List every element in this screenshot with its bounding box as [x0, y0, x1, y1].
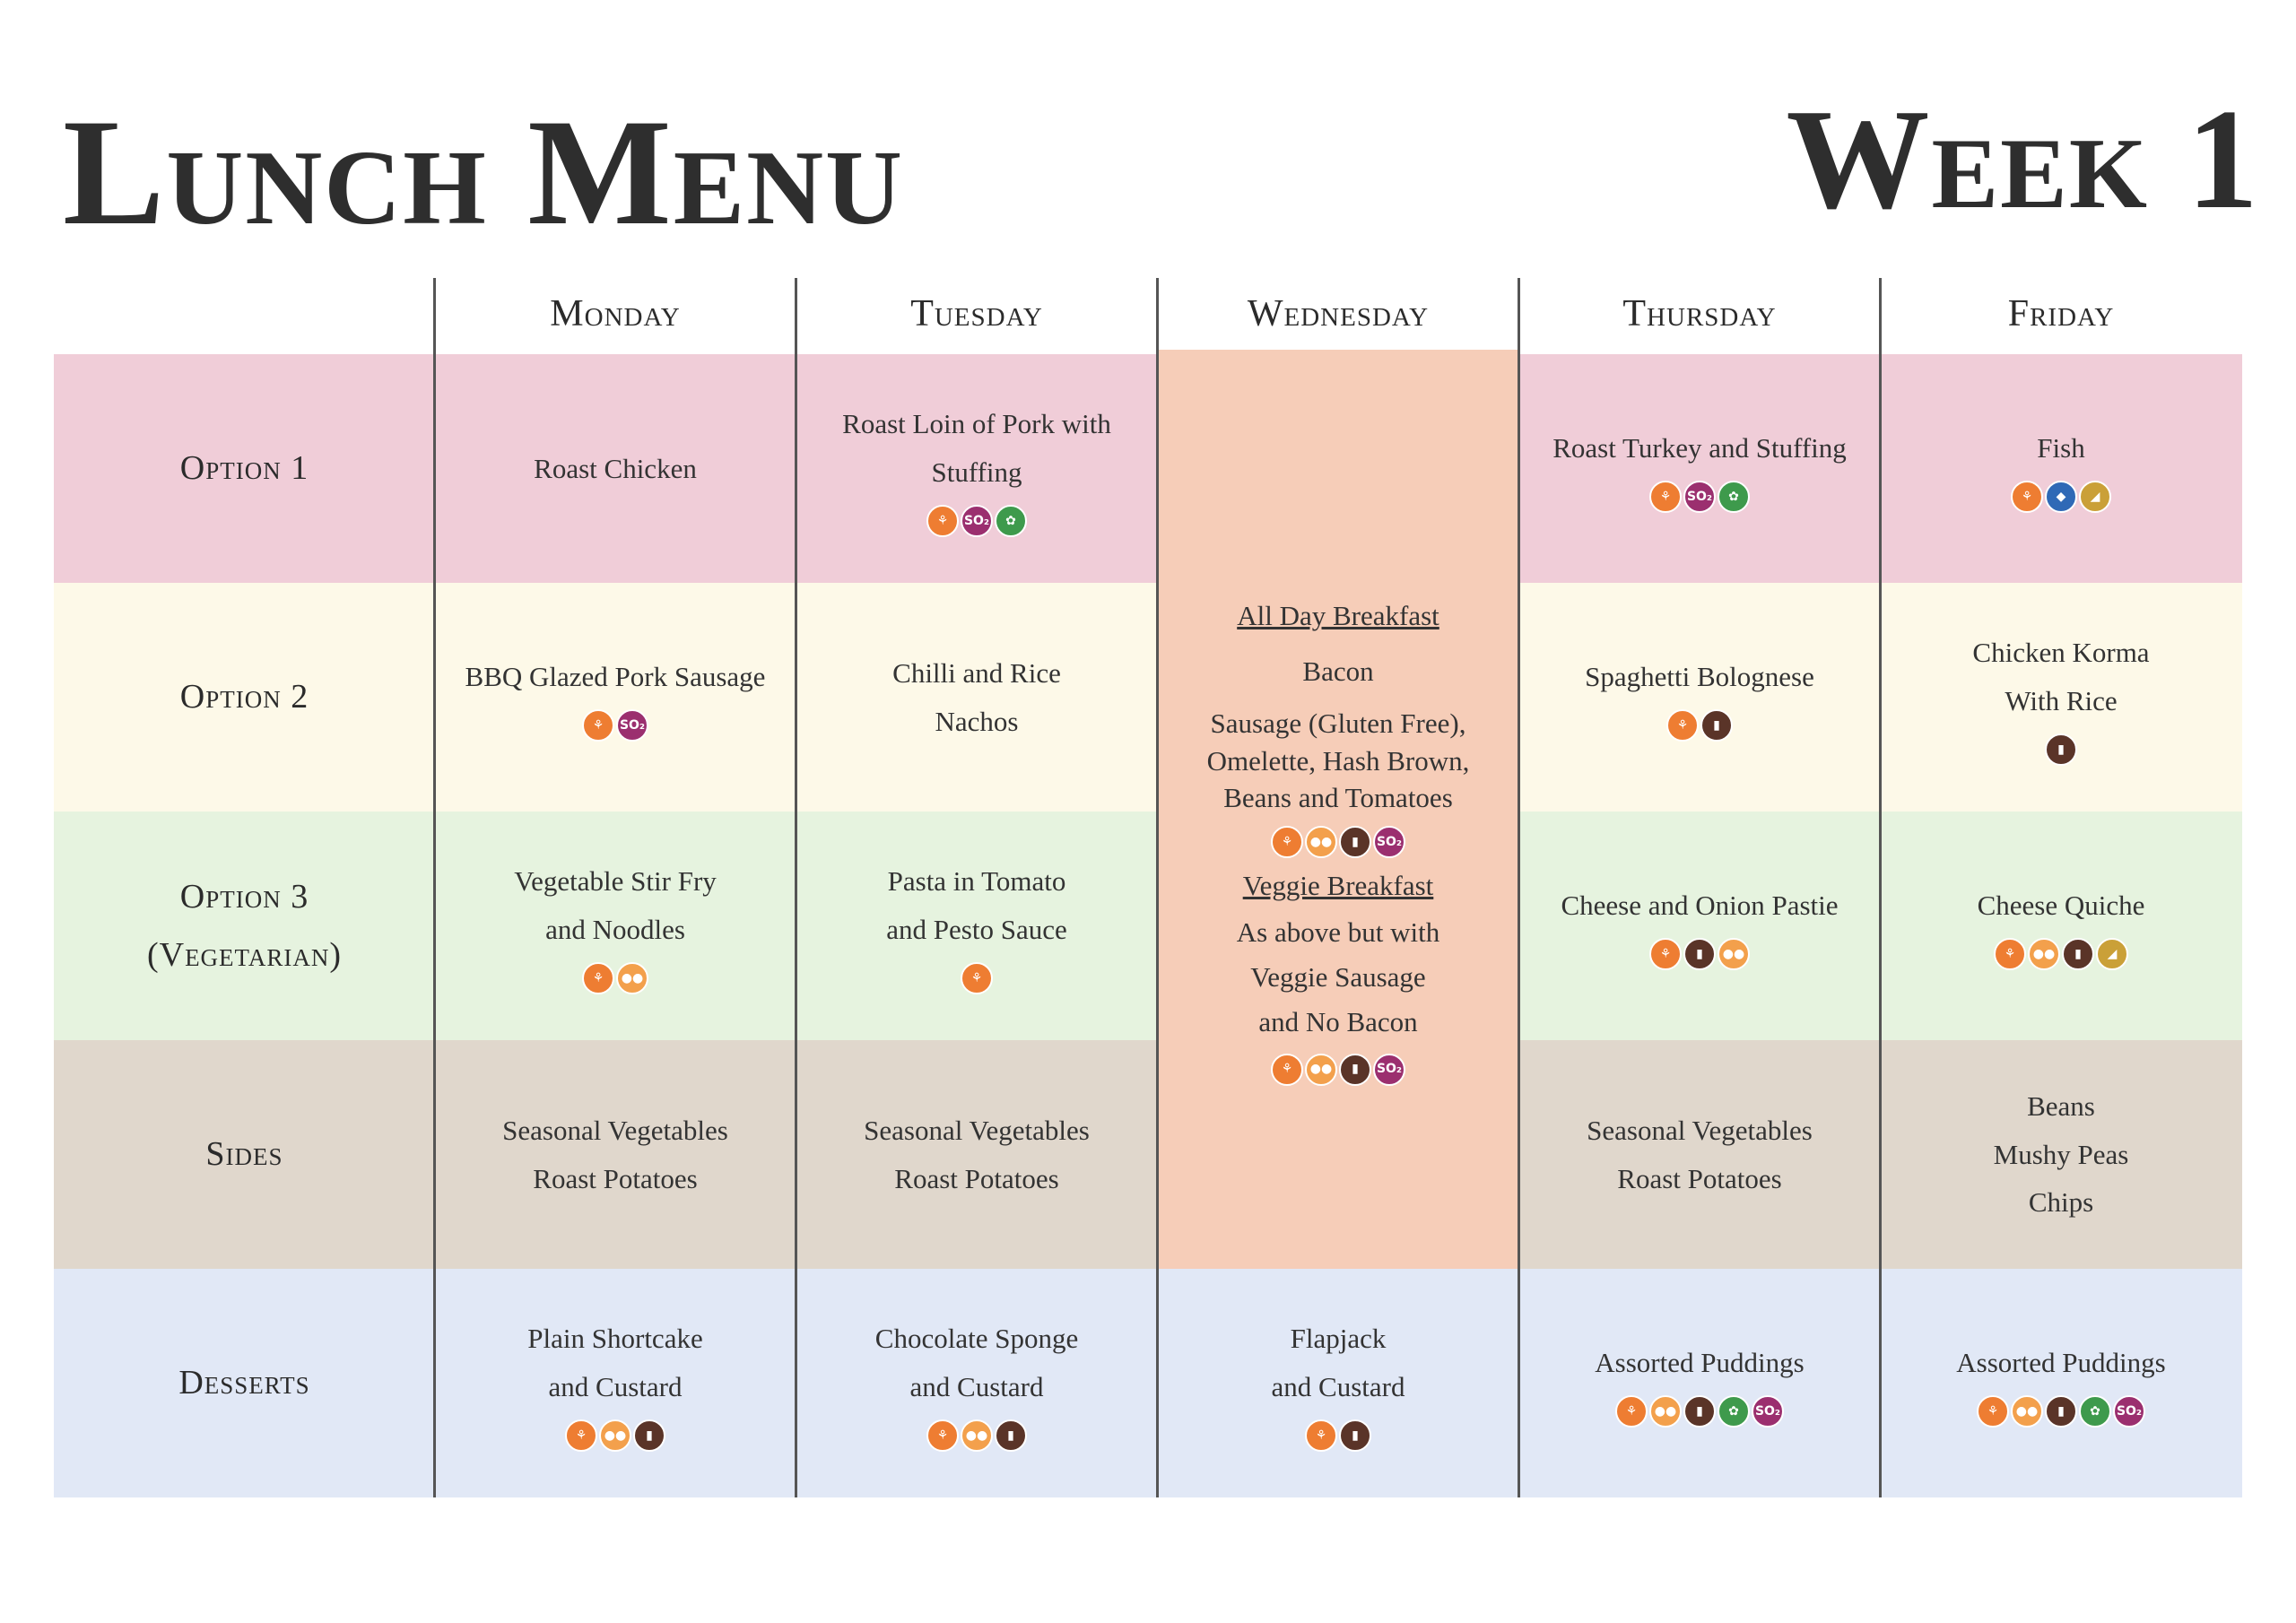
allergen-icons — [1305, 1419, 1371, 1452]
gluten-allergen-icon: ⚘ — [582, 709, 614, 742]
allergen-icons — [1615, 1395, 1784, 1428]
menu-cell — [1881, 1040, 2241, 1269]
egg-allergen-icon: ●● — [1305, 1054, 1337, 1086]
dish-text: Fish — [2037, 431, 2085, 464]
allergen-icons — [1977, 1395, 2145, 1428]
dish-text: Seasonal Vegetables — [1587, 1114, 1813, 1146]
gluten-allergen-icon: ⚘ — [1649, 938, 1682, 970]
menu-cell — [435, 583, 796, 812]
wednesday-breakfast-cell — [1158, 583, 1518, 1077]
menu-cell — [435, 1040, 796, 1269]
gluten-allergen-icon: ⚘ — [1994, 938, 2026, 970]
menu-cell — [1519, 1040, 1880, 1269]
menu-cell — [796, 354, 1157, 583]
menu-cell — [796, 1040, 1157, 1269]
menu-cell — [796, 583, 1157, 812]
row-header — [54, 354, 435, 583]
sulphites-allergen-icon: SO₂ — [1752, 1395, 1784, 1428]
dish-text: Flapjack — [1290, 1322, 1387, 1354]
mustard-allergen-icon: ◢ — [2096, 938, 2128, 970]
dish-text: Omelette, Hash Brown, — [1206, 744, 1470, 777]
veggie-breakfast-heading: Veggie Breakfast — [1242, 870, 1434, 902]
mustard-allergen-icon: ◢ — [2079, 481, 2111, 513]
dish-text: BBQ Glazed Pork Sausage — [465, 660, 766, 692]
sulphites-allergen-icon: SO₂ — [1373, 1054, 1405, 1086]
menu-cell — [435, 354, 796, 583]
menu-cell — [796, 1269, 1157, 1497]
week-label: Week 1 — [1786, 79, 2260, 239]
dish-text: Cheese and Onion Pastie — [1561, 889, 1839, 921]
gluten-allergen-icon: ⚘ — [1666, 709, 1699, 742]
gluten-allergen-icon: ⚘ — [926, 505, 959, 537]
sulphites-allergen-icon: SO₂ — [616, 709, 648, 742]
row-header-label: Desserts — [178, 1364, 310, 1402]
menu-cell — [1881, 354, 2241, 583]
egg-allergen-icon: ●● — [599, 1419, 631, 1452]
dish-text: Stuffing — [931, 456, 1022, 488]
dish-text: Chicken Korma — [1972, 636, 2150, 668]
gluten-allergen-icon: ⚘ — [926, 1419, 959, 1452]
milk-allergen-icon: ▮ — [1339, 826, 1371, 858]
milk-allergen-icon: ▮ — [2045, 1395, 2077, 1428]
milk-allergen-icon: ▮ — [2045, 733, 2077, 766]
celery-allergen-icon: ✿ — [2079, 1395, 2111, 1428]
row-header — [54, 812, 435, 1040]
day-header-tuesday: Tuesday — [910, 293, 1043, 334]
egg-allergen-icon: ●● — [616, 962, 648, 994]
row-header-label: Option 1 — [179, 449, 309, 488]
egg-allergen-icon: ●● — [2011, 1395, 2043, 1428]
gluten-allergen-icon: ⚘ — [582, 962, 614, 994]
row-header — [54, 1040, 435, 1269]
breakfast-heading: All Day Breakfast — [1237, 600, 1439, 631]
dish-text: Roast Chicken — [534, 452, 697, 484]
sulphites-allergen-icon: SO₂ — [1683, 481, 1716, 513]
dish-text: and Custard — [548, 1370, 683, 1402]
dish-text: Roast Potatoes — [894, 1162, 1059, 1194]
menu-cell — [435, 812, 796, 1040]
sulphites-allergen-icon: SO₂ — [2113, 1395, 2145, 1428]
gluten-allergen-icon: ⚘ — [1615, 1395, 1648, 1428]
day-header-thursday: Thursday — [1622, 293, 1777, 334]
menu-cell — [1519, 583, 1880, 812]
milk-allergen-icon: ▮ — [633, 1419, 665, 1452]
row-header — [54, 583, 435, 812]
gluten-allergen-icon: ⚘ — [1271, 826, 1303, 858]
row-header-label: Option 3 — [179, 877, 309, 916]
menu-grid — [54, 278, 2242, 1497]
dish-text: With Rice — [2005, 684, 2118, 716]
dish-text: Mushy Peas — [1993, 1138, 2129, 1170]
celery-allergen-icon: ✿ — [995, 505, 1027, 537]
dish-text: Roast Potatoes — [1617, 1162, 1782, 1194]
dish-text: Pasta in Tomato — [887, 864, 1066, 897]
dish-text: As above but with — [1236, 916, 1440, 949]
dish-text: Beans — [2027, 1089, 2095, 1122]
row-header — [54, 1269, 435, 1497]
milk-allergen-icon: ▮ — [1339, 1419, 1371, 1452]
dish-text: Cheese Quiche — [1977, 889, 2145, 921]
row-header-label: Sides — [205, 1135, 283, 1174]
dish-text: Veggie Sausage — [1250, 960, 1426, 993]
allergen-icons — [926, 505, 1027, 537]
milk-allergen-icon: ▮ — [1683, 1395, 1716, 1428]
allergen-icons — [1649, 938, 1750, 970]
egg-allergen-icon: ●● — [961, 1419, 993, 1452]
dish-text: Sausage (Gluten Free), — [1210, 707, 1466, 739]
menu-cell — [435, 1269, 796, 1497]
allergen-icons — [1666, 709, 1733, 742]
allergen-icons — [2045, 733, 2077, 766]
gluten-allergen-icon: ⚘ — [1305, 1419, 1337, 1452]
row-header-label: Option 2 — [179, 678, 309, 716]
dish-text: Plain Shortcake — [527, 1322, 703, 1354]
gluten-allergen-icon: ⚘ — [1977, 1395, 2009, 1428]
gluten-allergen-icon: ⚘ — [961, 962, 993, 994]
dish-text: Seasonal Vegetables — [864, 1114, 1090, 1146]
celery-allergen-icon: ✿ — [1718, 481, 1750, 513]
milk-allergen-icon: ▮ — [1339, 1054, 1371, 1086]
allergen-icons — [1271, 826, 1405, 858]
dish-text: Seasonal Vegetables — [502, 1114, 728, 1146]
dish-text: Chilli and Rice — [892, 656, 1061, 689]
allergen-icons — [1271, 1054, 1405, 1086]
sulphites-allergen-icon: SO₂ — [961, 505, 993, 537]
dish-text: Roast Loin of Pork with — [842, 407, 1111, 439]
gluten-allergen-icon: ⚘ — [2011, 481, 2043, 513]
day-header-wednesday: Wednesday — [1247, 293, 1430, 334]
egg-allergen-icon: ●● — [1718, 938, 1750, 970]
milk-allergen-icon: ▮ — [1700, 709, 1733, 742]
allergen-icons — [2011, 481, 2111, 513]
menu-cell — [1519, 1269, 1880, 1497]
dish-text: and Pesto Sauce — [886, 913, 1067, 945]
fish-allergen-icon: ◆ — [2045, 481, 2077, 513]
row-header-label: (Vegetarian) — [146, 935, 343, 974]
dish-text: and No Bacon — [1258, 1005, 1418, 1037]
allergen-icons — [926, 1419, 1027, 1452]
dish-text: and Custard — [909, 1370, 1044, 1402]
egg-allergen-icon: ●● — [1649, 1395, 1682, 1428]
gluten-allergen-icon: ⚘ — [1271, 1054, 1303, 1086]
gluten-allergen-icon: ⚘ — [565, 1419, 597, 1452]
egg-allergen-icon: ●● — [2028, 938, 2060, 970]
menu-cell — [796, 812, 1157, 1040]
dish-text: Spaghetti Bolognese — [1585, 660, 1814, 692]
dish-text: Vegetable Stir Fry — [514, 864, 717, 897]
menu-cell — [1881, 812, 2241, 1040]
dish-text: Roast Potatoes — [533, 1162, 698, 1194]
dish-text: Chips — [2028, 1186, 2094, 1219]
dish-text: and Custard — [1271, 1370, 1405, 1402]
menu-title: Lunch Menu — [63, 88, 904, 256]
dish-text: Assorted Puddings — [1956, 1346, 2166, 1378]
allergen-icons — [1994, 938, 2128, 970]
milk-allergen-icon: ▮ — [1683, 938, 1716, 970]
dish-text: Beans and Tomatoes — [1223, 782, 1453, 814]
dish-text: Assorted Puddings — [1595, 1346, 1805, 1378]
day-header-friday: Friday — [2007, 293, 2115, 334]
gluten-allergen-icon: ⚘ — [1649, 481, 1682, 513]
menu-cell — [1158, 1269, 1518, 1497]
menu-cell — [1881, 1269, 2241, 1497]
dish-text: and Noodles — [545, 913, 685, 945]
sulphites-allergen-icon: SO₂ — [1373, 826, 1405, 858]
milk-allergen-icon: ▮ — [2062, 938, 2094, 970]
allergen-icons — [565, 1419, 665, 1452]
milk-allergen-icon: ▮ — [995, 1419, 1027, 1452]
egg-allergen-icon: ●● — [1305, 826, 1337, 858]
allergen-icons — [961, 962, 993, 994]
dish-text: Chocolate Sponge — [874, 1322, 1079, 1354]
allergen-icons — [582, 709, 648, 742]
dish-text: Roast Turkey and Stuffing — [1552, 431, 1847, 464]
menu-cell — [1519, 812, 1880, 1040]
menu-cell — [1519, 354, 1880, 583]
day-header-monday: Monday — [550, 293, 681, 334]
allergen-icons — [582, 962, 648, 994]
dish-text: Bacon — [1302, 655, 1374, 687]
allergen-icons — [1649, 481, 1750, 513]
celery-allergen-icon: ✿ — [1718, 1395, 1750, 1428]
dish-text: Nachos — [935, 705, 1019, 737]
menu-cell — [1881, 583, 2241, 812]
